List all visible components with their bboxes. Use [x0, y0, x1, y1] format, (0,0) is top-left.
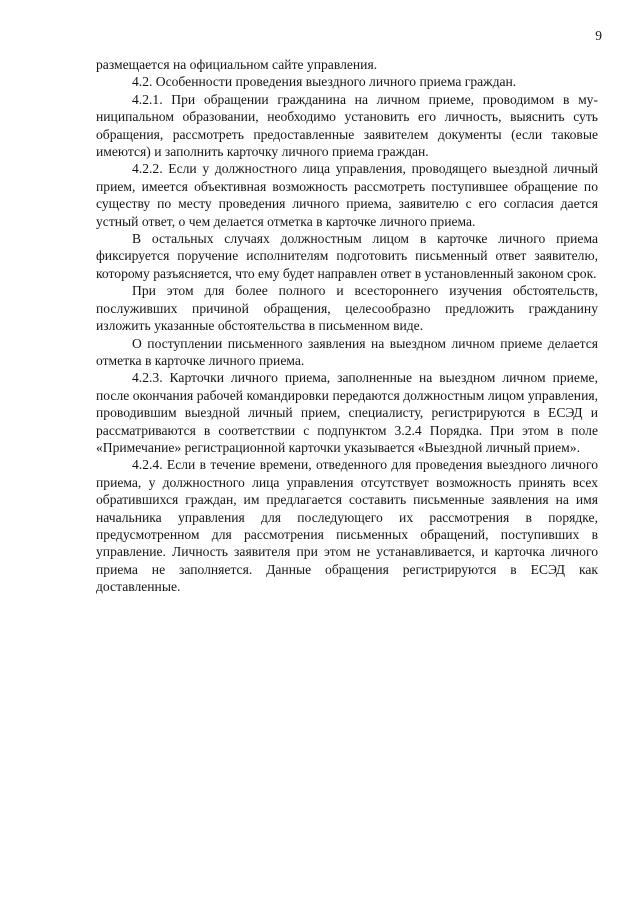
document-body	[96, 56, 598, 596]
section-heading-4-2: 4.2. Особенности проведения выездного личного приема граждан.	[132, 74, 517, 90]
paragraph-4-2-4: 4.2.4. Если в течение времени, отведенного для проведения выездного личного приема, у должностного лица управления отсутствует возможность принять всех обратившихся граждан, им предлагается составить письменные заявления на имя начальника управления для последующего их рассмотрения в порядке, предусмотренном для рассмотрения письменных обращений, поступивших в управление. Личность заявителя при этом не устанавливается, и карточка личного приема не заполняется. Данные обращения регистрируются в ЕСЭД как доставленные.	[96, 457, 598, 595]
paragraph-other-cases: В остальных случаях должностным лицом в карточке личного приема фиксируется поручение исполнителям подготовить письменный ответ заявителю, которому разъясняется, что ему будет направлен ответ в установленный законом срок.	[96, 231, 598, 281]
paragraph-written-form: При этом для более полного и всестороннего изучения обстоятельств, послуживших причиной обращения, целесообразно предложить гражданину изложить указанные обстоятельства в письменном виде.	[96, 283, 598, 334]
page-number: 9	[595, 28, 602, 43]
paragraph-written-application: О поступлении письменного заявления на выездном личном приеме делается отметка в карточке личного приема.	[96, 335, 598, 368]
paragraph-4-2-2: 4.2.2. Если у должностного лица управления, проводящего выездной личный прием, имеется объективная возможность рассмотреть поступившее обращение по существу по месту проведения личного приема, заявителю с его согласия дается устный ответ, о чем делается отметка в карточке личного приема.	[96, 161, 598, 229]
paragraph-4-2-1: 4.2.1. При обращении гражданина на личном приеме, проводимом в муниципальном образовании, необходимо установить его личность, выяснить суть обращения, рассмотреть предоставленные заявителем документы (если таковые имеются) и заполнить карточку личного приема граждан.	[96, 91, 598, 160]
paragraph-continuation: размещается на официальном сайте управления.	[96, 57, 378, 72]
paragraph-4-2-3: 4.2.3. Карточки личного приема, заполненные на выездном личном приеме, после окончания рабочей командировки передаются должностным лицом управления, проводившим выездной личный прием, специалисту, регистрируются в ЕСЭД и рассматриваются в соответствии с подпунктом 3.2.4 Порядка. При этом в поле «Примечание» регистрационной карточки указывается «Выездной личный прием».	[96, 370, 598, 455]
